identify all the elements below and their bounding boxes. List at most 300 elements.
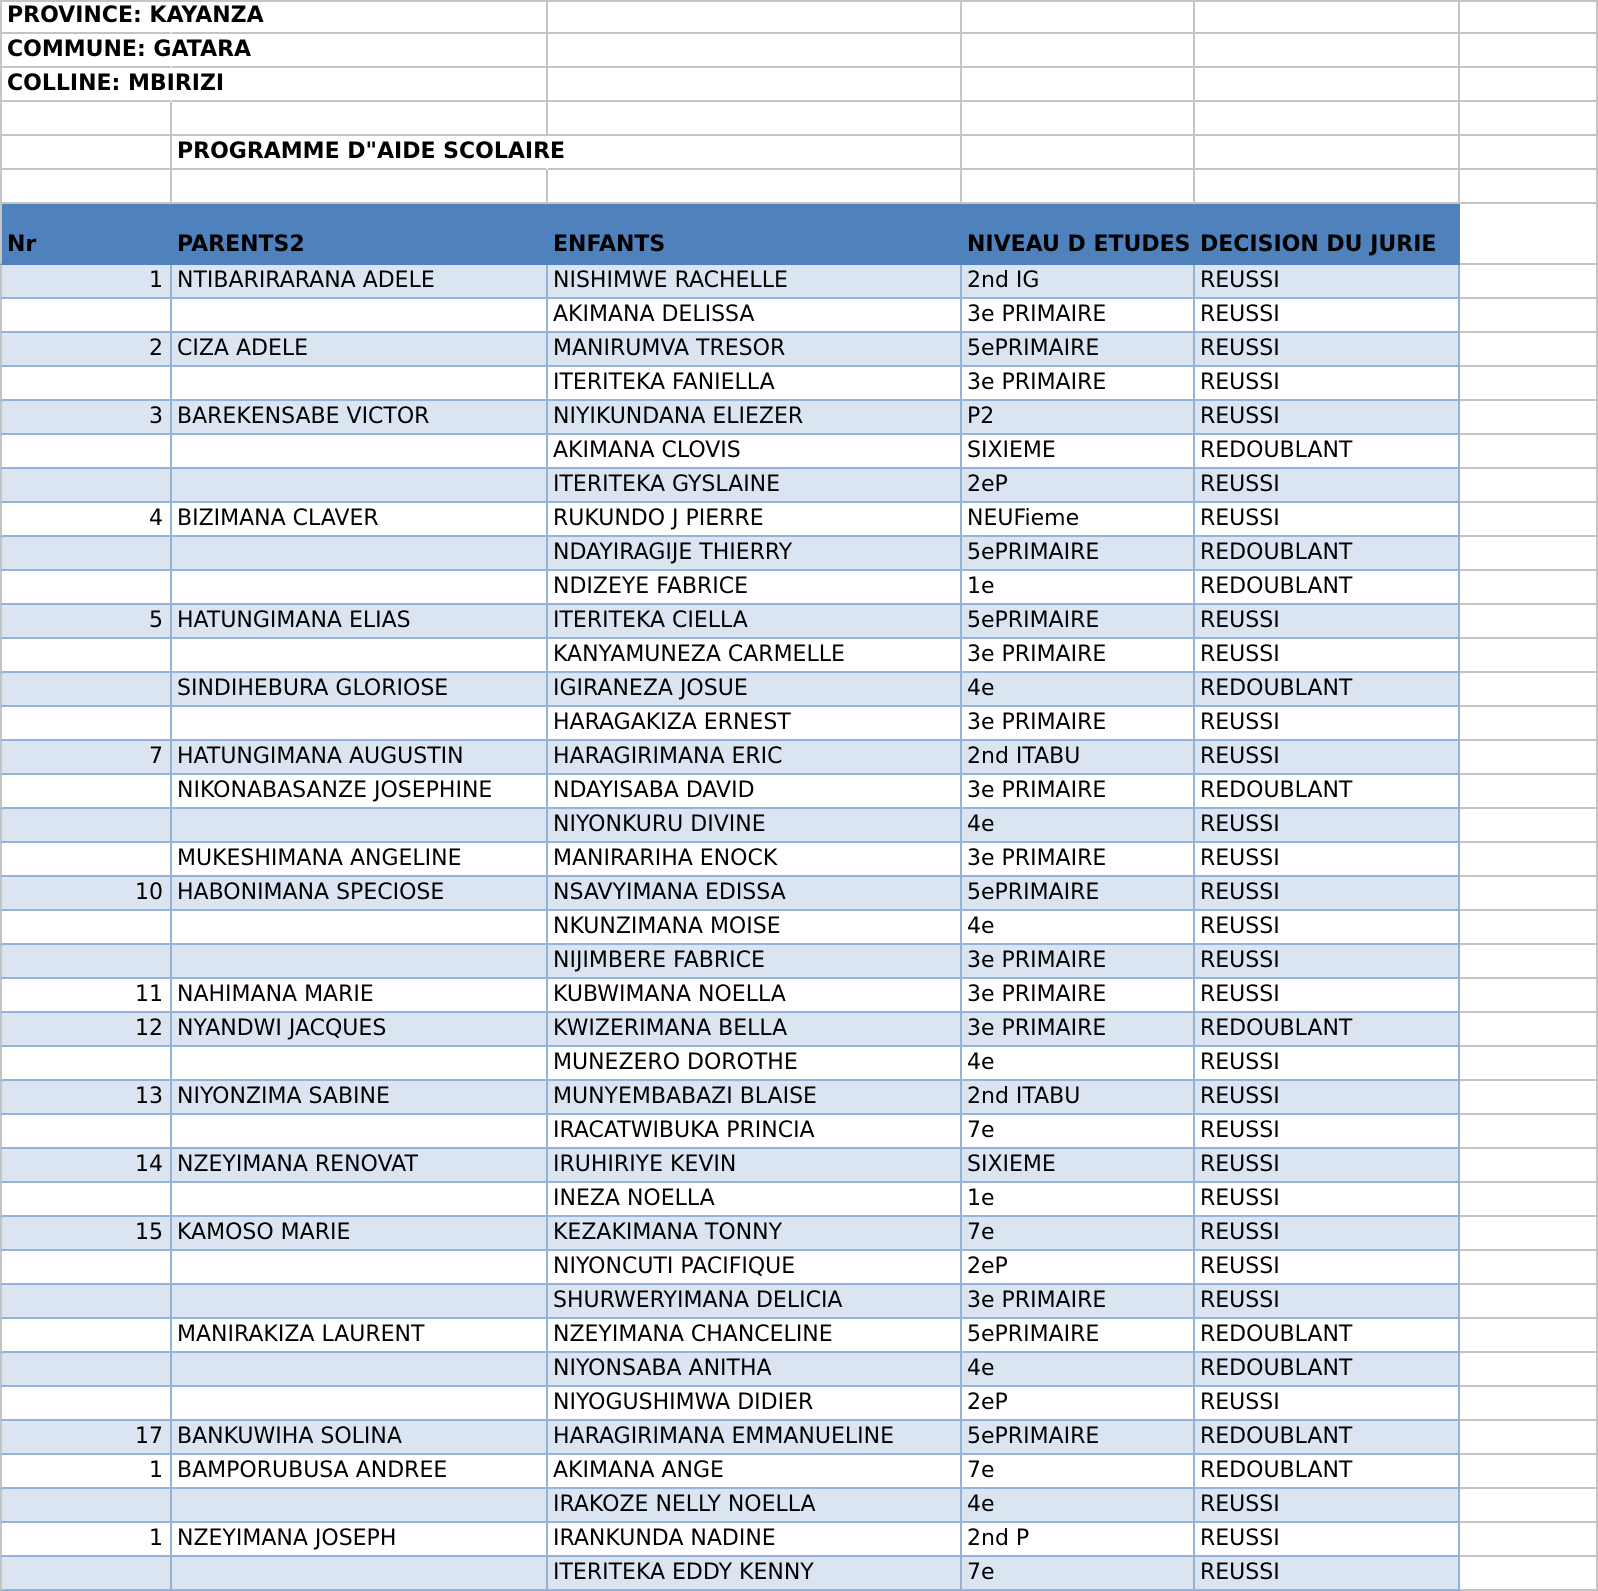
nr-cell[interactable]: [0, 911, 172, 945]
table-row: [0, 1285, 1598, 1319]
parent-cell[interactable]: [172, 537, 548, 571]
nr-cell[interactable]: 4: [0, 503, 172, 537]
table-row: [0, 367, 1598, 401]
empty-cell[interactable]: [1460, 707, 1598, 741]
decision-cell[interactable]: REUSSI: [1195, 605, 1460, 639]
level-cell[interactable]: 7e: [962, 1115, 1195, 1149]
parent-cell[interactable]: MUKESHIMANA ANGELINE: [172, 843, 548, 877]
parent-cell[interactable]: NZEYIMANA RENOVAT: [172, 1149, 548, 1183]
child-cell[interactable]: ITERITEKA FANIELLA: [548, 367, 962, 401]
nr-cell[interactable]: 2: [0, 333, 172, 367]
parent-cell[interactable]: KAMOSO MARIE: [172, 1217, 548, 1251]
level-cell[interactable]: 3e PRIMAIRE: [962, 945, 1195, 979]
level-cell[interactable]: 3e PRIMAIRE: [962, 1285, 1195, 1319]
empty-cell[interactable]: [1460, 911, 1598, 945]
child-cell[interactable]: NZEYIMANA CHANCELINE: [548, 1319, 962, 1353]
child-cell[interactable]: MUNEZERO DOROTHE: [548, 1047, 962, 1081]
level-cell[interactable]: 3e PRIMAIRE: [962, 1013, 1195, 1047]
decision-cell[interactable]: REUSSI: [1195, 741, 1460, 775]
decision-cell[interactable]: REUSSI: [1195, 1217, 1460, 1251]
header-niveau[interactable]: NIVEAU D ETUDES: [962, 204, 1195, 265]
empty-cell[interactable]: [1460, 68, 1598, 102]
empty-cell[interactable]: [1195, 136, 1460, 170]
empty-cell[interactable]: [172, 170, 548, 204]
nr-cell[interactable]: [0, 571, 172, 605]
child-cell[interactable]: NSAVYIMANA EDISSA: [548, 877, 962, 911]
decision-cell[interactable]: REDOUBLANT: [1195, 1353, 1460, 1387]
table-row: [0, 1387, 1598, 1421]
nr-cell[interactable]: [0, 1047, 172, 1081]
parent-cell[interactable]: [172, 299, 548, 333]
empty-cell[interactable]: [1460, 1353, 1598, 1387]
nr-cell[interactable]: 7: [0, 741, 172, 775]
empty-cell[interactable]: [1460, 469, 1598, 503]
table-row: [0, 1353, 1598, 1387]
table-row: [0, 299, 1598, 333]
child-cell[interactable]: NIYONCUTI PACIFIQUE: [548, 1251, 962, 1285]
decision-cell[interactable]: REUSSI: [1195, 843, 1460, 877]
empty-cell[interactable]: [548, 170, 962, 204]
child-cell[interactable]: IRANKUNDA NADINE: [548, 1523, 962, 1557]
empty-cell[interactable]: [1460, 639, 1598, 673]
table-row: [0, 1251, 1598, 1285]
sheet-row-2: [0, 34, 1598, 68]
nr-cell[interactable]: [0, 1353, 172, 1387]
child-cell[interactable]: HARAGAKIZA ERNEST: [548, 707, 962, 741]
table-row: [0, 605, 1598, 639]
child-cell[interactable]: AKIMANA ANGE: [548, 1455, 962, 1489]
level-cell[interactable]: 7e: [962, 1455, 1195, 1489]
empty-cell[interactable]: [962, 136, 1195, 170]
nr-cell[interactable]: [0, 367, 172, 401]
decision-cell[interactable]: REUSSI: [1195, 401, 1460, 435]
empty-cell[interactable]: [1460, 1217, 1598, 1251]
parent-cell[interactable]: NTIBARIRARANA ADELE: [172, 265, 548, 299]
empty-cell[interactable]: [1460, 503, 1598, 537]
decision-cell[interactable]: REDOUBLANT: [1195, 537, 1460, 571]
empty-cell[interactable]: [1460, 741, 1598, 775]
child-cell[interactable]: RUKUNDO J PIERRE: [548, 503, 962, 537]
child-cell[interactable]: IRUHIRIYE KEVIN: [548, 1149, 962, 1183]
header-nr[interactable]: Nr: [0, 204, 172, 265]
nr-cell[interactable]: 10: [0, 877, 172, 911]
level-cell[interactable]: NEUFieme: [962, 503, 1195, 537]
table-row: [0, 537, 1598, 571]
nr-cell[interactable]: [0, 945, 172, 979]
parent-cell[interactable]: [172, 571, 548, 605]
empty-cell[interactable]: [1460, 843, 1598, 877]
parent-cell[interactable]: [172, 1489, 548, 1523]
empty-cell[interactable]: [1460, 170, 1598, 204]
decision-cell[interactable]: REUSSI: [1195, 707, 1460, 741]
empty-cell[interactable]: [1460, 1183, 1598, 1217]
nr-cell[interactable]: [0, 673, 172, 707]
empty-cell[interactable]: [1460, 401, 1598, 435]
decision-cell[interactable]: REUSSI: [1195, 1557, 1460, 1591]
decision-cell[interactable]: REDOUBLANT: [1195, 435, 1460, 469]
table-row: [0, 435, 1598, 469]
decision-cell[interactable]: REDOUBLANT: [1195, 1455, 1460, 1489]
nr-cell[interactable]: 1: [0, 1455, 172, 1489]
decision-cell[interactable]: REUSSI: [1195, 1387, 1460, 1421]
parent-cell[interactable]: NAHIMANA MARIE: [172, 979, 548, 1013]
child-cell[interactable]: NIYONKURU DIVINE: [548, 809, 962, 843]
decision-cell[interactable]: REUSSI: [1195, 877, 1460, 911]
child-cell[interactable]: NIYIKUNDANA ELIEZER: [548, 401, 962, 435]
decision-cell[interactable]: REDOUBLANT: [1195, 1013, 1460, 1047]
empty-cell[interactable]: [0, 136, 172, 170]
parent-cell[interactable]: [172, 1047, 548, 1081]
table-row: [0, 1217, 1598, 1251]
child-cell[interactable]: NIJIMBERE FABRICE: [548, 945, 962, 979]
empty-cell[interactable]: [1460, 877, 1598, 911]
level-cell[interactable]: 1e: [962, 571, 1195, 605]
decision-cell[interactable]: REUSSI: [1195, 333, 1460, 367]
child-cell[interactable]: SHURWERYIMANA DELICIA: [548, 1285, 962, 1319]
parent-cell[interactable]: [172, 911, 548, 945]
level-cell[interactable]: 2nd ITABU: [962, 1081, 1195, 1115]
empty-cell[interactable]: [1460, 0, 1598, 34]
child-cell[interactable]: AKIMANA CLOVIS: [548, 435, 962, 469]
level-cell[interactable]: 7e: [962, 1217, 1195, 1251]
parent-cell[interactable]: [172, 367, 548, 401]
commune-cell[interactable]: COMMUNE: GATARA: [0, 34, 172, 68]
decision-cell[interactable]: REUSSI: [1195, 945, 1460, 979]
nr-cell[interactable]: [0, 707, 172, 741]
empty-cell[interactable]: [1460, 1251, 1598, 1285]
decision-cell[interactable]: REDOUBLANT: [1195, 571, 1460, 605]
decision-cell[interactable]: REUSSI: [1195, 265, 1460, 299]
empty-cell[interactable]: [1460, 1149, 1598, 1183]
empty-cell[interactable]: [1460, 299, 1598, 333]
empty-cell[interactable]: [0, 170, 172, 204]
empty-cell[interactable]: [1460, 605, 1598, 639]
level-cell[interactable]: 3e PRIMAIRE: [962, 775, 1195, 809]
level-cell[interactable]: 2eP: [962, 1251, 1195, 1285]
level-cell[interactable]: 5ePRIMAIRE: [962, 605, 1195, 639]
decision-cell[interactable]: REUSSI: [1195, 503, 1460, 537]
level-cell[interactable]: 5ePRIMAIRE: [962, 877, 1195, 911]
decision-cell[interactable]: REUSSI: [1195, 1523, 1460, 1557]
empty-cell[interactable]: [1460, 571, 1598, 605]
province-cell[interactable]: PROVINCE: KAYANZA: [0, 0, 172, 34]
nr-cell[interactable]: [0, 469, 172, 503]
empty-cell[interactable]: [1195, 102, 1460, 136]
empty-cell[interactable]: [1460, 775, 1598, 809]
decision-cell[interactable]: REUSSI: [1195, 1047, 1460, 1081]
empty-cell[interactable]: [1460, 1285, 1598, 1319]
table-row: [0, 809, 1598, 843]
child-cell[interactable]: HARAGIRIMANA EMMANUELINE: [548, 1421, 962, 1455]
empty-cell[interactable]: [0, 102, 172, 136]
empty-cell[interactable]: [1460, 367, 1598, 401]
empty-cell[interactable]: [1460, 945, 1598, 979]
child-cell[interactable]: ITERITEKA CIELLA: [548, 605, 962, 639]
empty-cell[interactable]: [1460, 1047, 1598, 1081]
decision-cell[interactable]: REUSSI: [1195, 639, 1460, 673]
empty-cell[interactable]: [1460, 537, 1598, 571]
child-cell[interactable]: NIYONSABA ANITHA: [548, 1353, 962, 1387]
empty-cell[interactable]: [1460, 979, 1598, 1013]
empty-cell[interactable]: [1460, 1557, 1598, 1591]
parent-cell[interactable]: [172, 945, 548, 979]
nr-cell[interactable]: [0, 1115, 172, 1149]
nr-cell[interactable]: [0, 775, 172, 809]
empty-cell[interactable]: [1195, 170, 1460, 204]
nr-cell[interactable]: [0, 843, 172, 877]
header-parents[interactable]: PARENTS2: [172, 204, 548, 265]
table-row: [0, 911, 1598, 945]
level-cell[interactable]: 4e: [962, 673, 1195, 707]
child-cell[interactable]: MANIRUMVA TRESOR: [548, 333, 962, 367]
level-cell[interactable]: 2nd ITABU: [962, 741, 1195, 775]
empty-cell[interactable]: [962, 102, 1195, 136]
parent-cell[interactable]: BAMPORUBUSA ANDREE: [172, 1455, 548, 1489]
nr-cell[interactable]: [0, 1285, 172, 1319]
parent-cell[interactable]: NZEYIMANA JOSEPH: [172, 1523, 548, 1557]
level-cell[interactable]: 2nd IG: [962, 265, 1195, 299]
empty-cell[interactable]: [1460, 1421, 1598, 1455]
child-cell[interactable]: HARAGIRIMANA ERIC: [548, 741, 962, 775]
empty-cell[interactable]: [1460, 333, 1598, 367]
decision-cell[interactable]: REUSSI: [1195, 979, 1460, 1013]
decision-cell[interactable]: REUSSI: [1195, 911, 1460, 945]
decision-cell[interactable]: REUSSI: [1195, 367, 1460, 401]
table-row: [0, 333, 1598, 367]
parent-cell[interactable]: HATUNGIMANA AUGUSTIN: [172, 741, 548, 775]
empty-cell[interactable]: [1195, 34, 1460, 68]
level-cell[interactable]: 4e: [962, 1047, 1195, 1081]
decision-cell[interactable]: REDOUBLANT: [1195, 1421, 1460, 1455]
parent-cell[interactable]: [172, 1115, 548, 1149]
empty-cell[interactable]: [172, 68, 548, 102]
header-decision[interactable]: DECISION DU JURIE: [1195, 204, 1460, 265]
empty-cell[interactable]: [172, 102, 548, 136]
colline-cell[interactable]: COLLINE: MBIRIZI: [0, 68, 172, 102]
level-cell[interactable]: 4e: [962, 809, 1195, 843]
decision-cell[interactable]: REUSSI: [1195, 809, 1460, 843]
parent-cell[interactable]: HATUNGIMANA ELIAS: [172, 605, 548, 639]
nr-cell[interactable]: [0, 809, 172, 843]
empty-cell[interactable]: [1460, 1489, 1598, 1523]
nr-cell[interactable]: 14: [0, 1149, 172, 1183]
empty-cell[interactable]: [1460, 265, 1598, 299]
empty-cell[interactable]: [962, 34, 1195, 68]
empty-cell[interactable]: [1460, 1013, 1598, 1047]
level-cell[interactable]: 1e: [962, 1183, 1195, 1217]
empty-cell[interactable]: [1460, 1115, 1598, 1149]
table-row: [0, 571, 1598, 605]
decision-cell[interactable]: REUSSI: [1195, 469, 1460, 503]
table-row: [0, 1047, 1598, 1081]
nr-cell[interactable]: 13: [0, 1081, 172, 1115]
parent-cell[interactable]: [172, 469, 548, 503]
decision-cell[interactable]: REUSSI: [1195, 1285, 1460, 1319]
parent-cell[interactable]: CIZA ADELE: [172, 333, 548, 367]
empty-cell[interactable]: [1460, 136, 1598, 170]
nr-cell[interactable]: [0, 435, 172, 469]
table-row: [0, 1421, 1598, 1455]
table-row: [0, 775, 1598, 809]
empty-cell[interactable]: [1460, 673, 1598, 707]
nr-cell[interactable]: [0, 1319, 172, 1353]
parent-cell[interactable]: [172, 1557, 548, 1591]
decision-cell[interactable]: REUSSI: [1195, 1115, 1460, 1149]
level-cell[interactable]: SIXIEME: [962, 435, 1195, 469]
child-cell[interactable]: IGIRANEZA JOSUE: [548, 673, 962, 707]
child-cell[interactable]: MANIRARIHA ENOCK: [548, 843, 962, 877]
decision-cell[interactable]: REDOUBLANT: [1195, 775, 1460, 809]
decision-cell[interactable]: REUSSI: [1195, 299, 1460, 333]
level-cell[interactable]: 5ePRIMAIRE: [962, 1319, 1195, 1353]
empty-cell[interactable]: [962, 170, 1195, 204]
nr-cell[interactable]: 12: [0, 1013, 172, 1047]
table-row: [0, 1013, 1598, 1047]
table-row: [0, 1081, 1598, 1115]
empty-cell[interactable]: [1460, 102, 1598, 136]
child-cell[interactable]: NDIZEYE FABRICE: [548, 571, 962, 605]
level-cell[interactable]: 4e: [962, 1353, 1195, 1387]
child-cell[interactable]: MUNYEMBABAZI BLAISE: [548, 1081, 962, 1115]
level-cell[interactable]: SIXIEME: [962, 1149, 1195, 1183]
nr-cell[interactable]: [0, 299, 172, 333]
child-cell[interactable]: NKUNZIMANA MOISE: [548, 911, 962, 945]
decision-cell[interactable]: REUSSI: [1195, 1183, 1460, 1217]
nr-cell[interactable]: 1: [0, 265, 172, 299]
parent-cell[interactable]: MANIRAKIZA LAURENT: [172, 1319, 548, 1353]
decision-cell[interactable]: REDOUBLANT: [1195, 1319, 1460, 1353]
parent-cell[interactable]: NIKONABASANZE JOSEPHINE: [172, 775, 548, 809]
program-title-cell[interactable]: PROGRAMME D"AIDE SCOLAIRE: [172, 136, 548, 170]
parent-cell[interactable]: [172, 1183, 548, 1217]
parent-cell[interactable]: [172, 639, 548, 673]
decision-cell[interactable]: REDOUBLANT: [1195, 673, 1460, 707]
nr-cell[interactable]: 15: [0, 1217, 172, 1251]
empty-cell[interactable]: [1195, 68, 1460, 102]
level-cell[interactable]: 3e PRIMAIRE: [962, 367, 1195, 401]
parent-cell[interactable]: [172, 1285, 548, 1319]
level-cell[interactable]: 4e: [962, 1489, 1195, 1523]
level-cell[interactable]: 5ePRIMAIRE: [962, 333, 1195, 367]
decision-cell[interactable]: REUSSI: [1195, 1081, 1460, 1115]
parent-cell[interactable]: BIZIMANA CLAVER: [172, 503, 548, 537]
level-cell[interactable]: 2eP: [962, 1387, 1195, 1421]
nr-cell[interactable]: 5: [0, 605, 172, 639]
header-enfants[interactable]: ENFANTS: [548, 204, 962, 265]
child-cell[interactable]: NDAYIRAGIJE THIERRY: [548, 537, 962, 571]
empty-cell[interactable]: [548, 102, 962, 136]
nr-cell[interactable]: [0, 1489, 172, 1523]
child-cell[interactable]: KEZAKIMANA TONNY: [548, 1217, 962, 1251]
empty-cell[interactable]: [1460, 204, 1598, 265]
empty-cell[interactable]: [1460, 1081, 1598, 1115]
child-cell[interactable]: NDAYISABA DAVID: [548, 775, 962, 809]
empty-cell[interactable]: [962, 0, 1195, 34]
parent-cell[interactable]: NYANDWI JACQUES: [172, 1013, 548, 1047]
empty-cell[interactable]: [1460, 34, 1598, 68]
empty-cell[interactable]: [1460, 1319, 1598, 1353]
child-cell[interactable]: IRACATWIBUKA PRINCIA: [548, 1115, 962, 1149]
nr-cell[interactable]: [0, 1387, 172, 1421]
level-cell[interactable]: 5ePRIMAIRE: [962, 1421, 1195, 1455]
nr-cell[interactable]: [0, 1557, 172, 1591]
nr-cell[interactable]: 3: [0, 401, 172, 435]
level-cell[interactable]: 2nd P: [962, 1523, 1195, 1557]
empty-cell[interactable]: [1460, 1523, 1598, 1557]
nr-cell[interactable]: 1: [0, 1523, 172, 1557]
parent-cell[interactable]: [172, 1387, 548, 1421]
level-cell[interactable]: 3e PRIMAIRE: [962, 979, 1195, 1013]
parent-cell[interactable]: BAREKENSABE VICTOR: [172, 401, 548, 435]
parent-cell[interactable]: NIYONZIMA SABINE: [172, 1081, 548, 1115]
empty-cell[interactable]: [962, 68, 1195, 102]
parent-cell[interactable]: HABONIMANA SPECIOSE: [172, 877, 548, 911]
decision-cell[interactable]: REUSSI: [1195, 1489, 1460, 1523]
empty-cell[interactable]: [1460, 435, 1598, 469]
decision-cell[interactable]: REUSSI: [1195, 1251, 1460, 1285]
parent-cell[interactable]: [172, 1251, 548, 1285]
empty-cell[interactable]: [548, 68, 962, 102]
child-cell[interactable]: KWIZERIMANA BELLA: [548, 1013, 962, 1047]
parent-cell[interactable]: [172, 809, 548, 843]
nr-cell[interactable]: 17: [0, 1421, 172, 1455]
level-cell[interactable]: 4e: [962, 911, 1195, 945]
child-cell[interactable]: ITERITEKA EDDY KENNY: [548, 1557, 962, 1591]
child-cell[interactable]: AKIMANA DELISSA: [548, 299, 962, 333]
empty-cell[interactable]: [1460, 1387, 1598, 1421]
parent-cell[interactable]: SINDIHEBURA GLORIOSE: [172, 673, 548, 707]
child-cell[interactable]: IRAKOZE NELLY NOELLA: [548, 1489, 962, 1523]
nr-cell[interactable]: [0, 1251, 172, 1285]
parent-cell[interactable]: [172, 435, 548, 469]
level-cell[interactable]: 3e PRIMAIRE: [962, 843, 1195, 877]
table-row: [0, 979, 1598, 1013]
parent-cell[interactable]: [172, 1353, 548, 1387]
child-cell[interactable]: ITERITEKA GYSLAINE: [548, 469, 962, 503]
child-cell[interactable]: INEZA NOELLA: [548, 1183, 962, 1217]
level-cell[interactable]: 2eP: [962, 469, 1195, 503]
empty-cell[interactable]: [1460, 1455, 1598, 1489]
level-cell[interactable]: 3e PRIMAIRE: [962, 639, 1195, 673]
table-row: [0, 877, 1598, 911]
decision-cell[interactable]: REUSSI: [1195, 1149, 1460, 1183]
table-row: [0, 945, 1598, 979]
nr-cell[interactable]: [0, 537, 172, 571]
parent-cell[interactable]: BANKUWIHA SOLINA: [172, 1421, 548, 1455]
table-row: [0, 503, 1598, 537]
empty-cell[interactable]: [548, 136, 962, 170]
child-cell[interactable]: KANYAMUNEZA CARMELLE: [548, 639, 962, 673]
empty-cell[interactable]: [1195, 0, 1460, 34]
child-cell[interactable]: NIYOGUSHIMWA DIDIER: [548, 1387, 962, 1421]
child-cell[interactable]: NISHIMWE RACHELLE: [548, 265, 962, 299]
level-cell[interactable]: 5ePRIMAIRE: [962, 537, 1195, 571]
child-cell[interactable]: KUBWIMANA NOELLA: [548, 979, 962, 1013]
level-cell[interactable]: 3e PRIMAIRE: [962, 707, 1195, 741]
sheet-row-1: [0, 0, 1598, 34]
nr-cell[interactable]: [0, 639, 172, 673]
empty-cell[interactable]: [548, 34, 962, 68]
level-cell[interactable]: P2: [962, 401, 1195, 435]
level-cell[interactable]: 7e: [962, 1557, 1195, 1591]
parent-cell[interactable]: [172, 707, 548, 741]
table-row: [0, 1489, 1598, 1523]
empty-cell[interactable]: [1460, 809, 1598, 843]
nr-cell[interactable]: 11: [0, 979, 172, 1013]
nr-cell[interactable]: [0, 1183, 172, 1217]
level-cell[interactable]: 3e PRIMAIRE: [962, 299, 1195, 333]
empty-cell[interactable]: [548, 0, 962, 34]
